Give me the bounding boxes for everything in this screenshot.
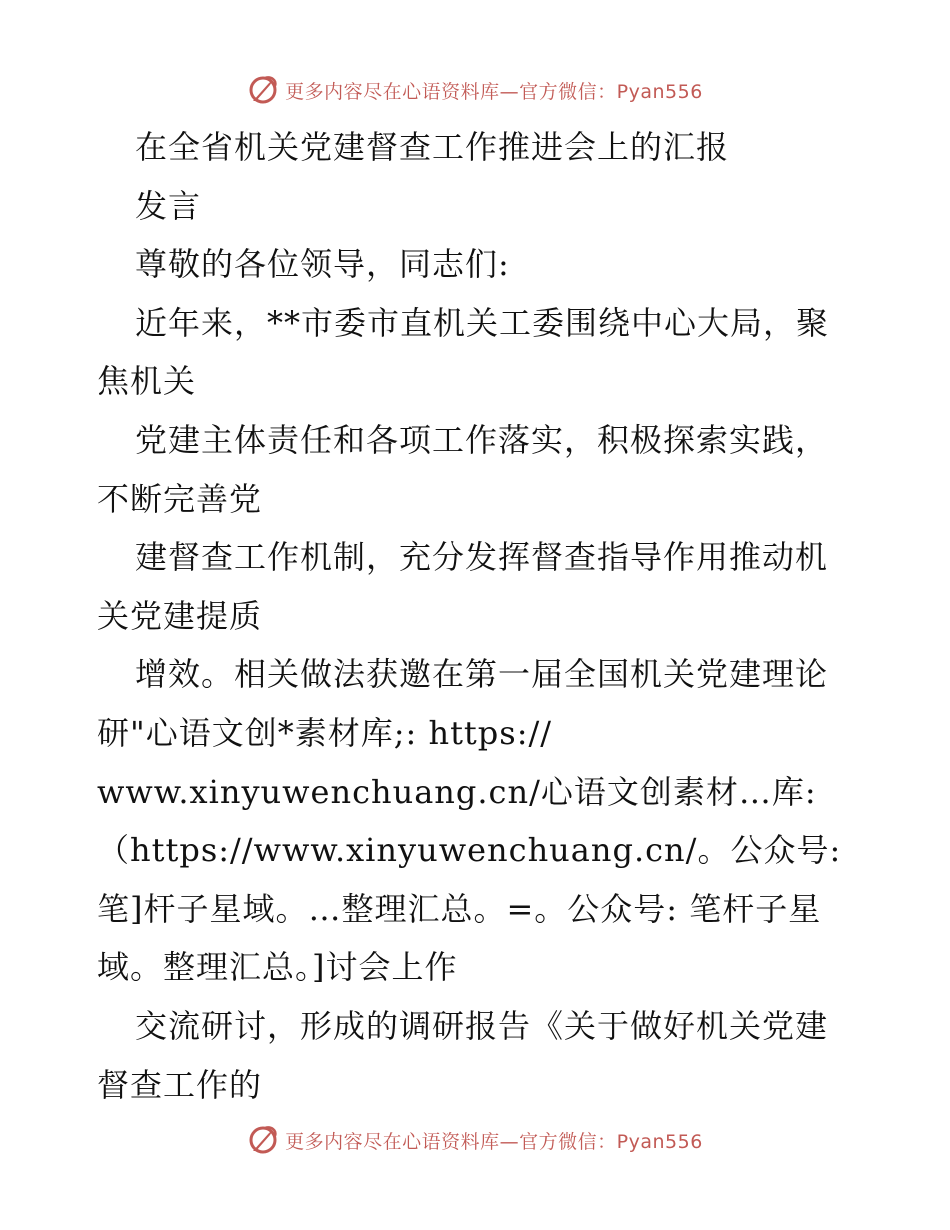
watermark-text: 更多内容尽在心语资料库—官方微信：Pyan556 (285, 80, 703, 103)
text-line: 焦机关 (97, 362, 197, 401)
text-line: 督查工作的 (97, 1065, 263, 1104)
document-body (97, 118, 867, 1114)
text-line: 交流研讨，形成的调研报告《关于做好机关党建 (135, 1006, 829, 1045)
text-line: 在全省机关党建督查工作推进会上的汇报 (135, 128, 730, 166)
watermark-text: 更多内容尽在心语资料库—官方微信：Pyan556 (285, 1130, 703, 1153)
quill-pen-logo-icon (247, 74, 279, 106)
quill-pen-logo-icon (247, 1124, 279, 1156)
text-line: 关党建提质 (97, 596, 263, 635)
text-line: 域。整理汇总。]讨会上作 (97, 948, 458, 987)
text-line: 发言 (135, 186, 202, 225)
text-line: 不断完善党 (97, 479, 263, 518)
text-line: 研"心语文创*素材库;: https:// (97, 713, 553, 752)
text-line: 增效。相关做法获邀在第一届全国机关党建理论 (135, 655, 829, 694)
text-line: 近年来，**市委市直机关工委围绕中心大局，聚 (135, 303, 830, 342)
text-line: 建督查工作机制，充分发挥督查指导作用推动机 (135, 538, 829, 577)
text-line: 笔]杆子星域。…整理汇总。=。公众号: 笔杆子星 (97, 889, 822, 928)
footer-watermark (0, 1122, 950, 1158)
text-line: www.xinyuwenchuang.cn/心语文创素材…库: (97, 772, 817, 811)
text-line: 党建主体责任和各项工作落实，积极探索实践， (135, 420, 829, 459)
text-line: 尊敬的各位领导，同志们: (135, 245, 510, 284)
text-line: （https://www.xinyuwenchuang.cn/。公众号: (97, 831, 842, 870)
header-watermark (0, 72, 950, 108)
